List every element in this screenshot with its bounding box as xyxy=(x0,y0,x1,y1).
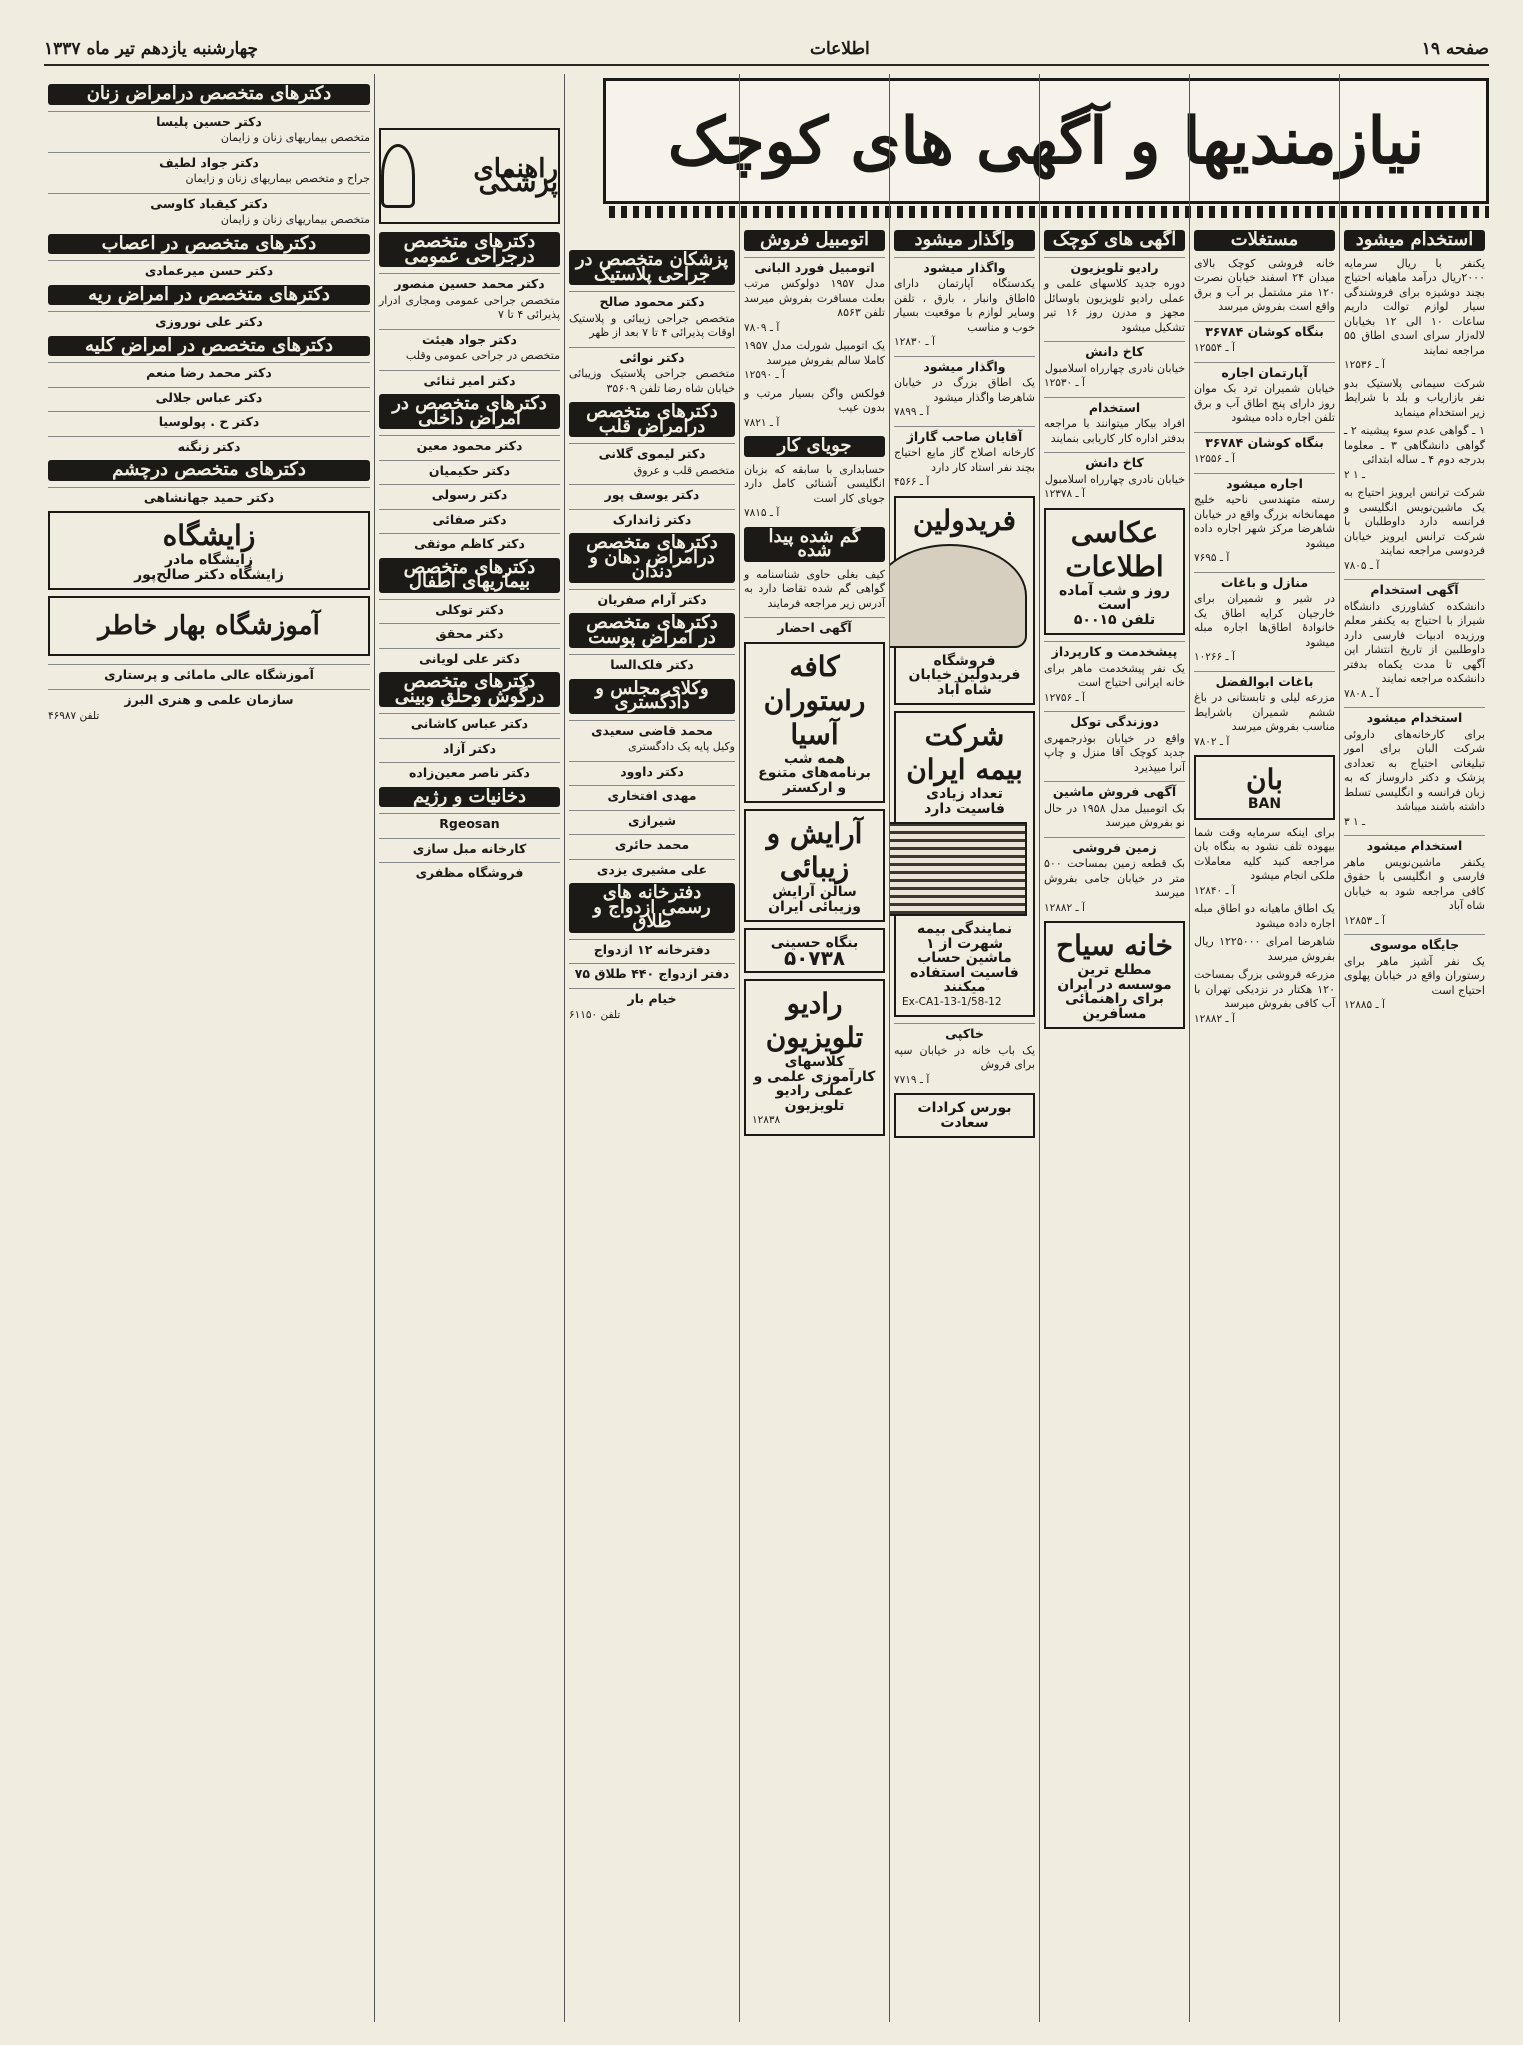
doctor-name: دکتر عباس جلالی xyxy=(48,387,370,406)
ad-item: مدل ۱۹۵۷ دولوکس مرتب بعلت مسافرت بفروش میرسد تلفن ۸۵۶۳ آ ـ ۷۸۰۹ xyxy=(744,277,885,334)
beauty-ad: آرایش و زیبائی سالن آرایش وزیبائی ایران xyxy=(744,809,885,922)
ad-subhead: منازل و باغات xyxy=(1194,572,1335,591)
shop-name: فروشگاه مظفری xyxy=(379,862,560,881)
ad-item: حسابداری با سابقه که بزبان انگلیسی آشنائی کامل دارد جویای کار است آ ـ ۷۸۱۵ xyxy=(744,462,885,519)
radio-tv-ad: رادیو تلویزیون کلاسهای کارآموزی علمی و عملی رادیو تلویزیون ۱۲۸۳۸ xyxy=(744,979,885,1136)
ad-subhead: واگذار میشود xyxy=(894,257,1035,276)
ad-item: برای کارخانه‌های داروئی شرکت البان برای امور تبلیغاتی احتیاج به تعدادی پزشک و دکتر داروساز که به زبان فرانسه و انگلیسی تسلط داشته باشند میباشد ۳ ـ ۱ xyxy=(1344,727,1485,828)
lawyer-name: شیرازی xyxy=(569,810,735,829)
section-head: واگذار میشود xyxy=(894,230,1035,251)
section-head: مستغلات xyxy=(1194,230,1335,251)
issue-date: چهارشنبه یازدهم تیر ماه ۱۳۳۷ xyxy=(44,39,258,59)
shop-name: کارخانه مبل سازی xyxy=(379,838,560,857)
ad-item: ۱ ـ گواهی عدم سوء پیشینه ۲ ـ گواهی دانشگاهی ۳ ـ معلوما بدرجه دوم ۴ ـ ساله ابتدائی ۲ ـ ۱ xyxy=(1344,424,1485,481)
ad-subhead: اجاره میشود xyxy=(1194,473,1335,492)
section-head: اتومبیل فروش xyxy=(744,230,885,251)
doctor-name: دکتر آرام صفریان xyxy=(569,589,735,608)
ad-subhead: دوزندگی توکل xyxy=(1044,711,1185,730)
ad-subhead: باغات ابوالفضل xyxy=(1194,671,1335,690)
section-head: جویای کار xyxy=(744,436,885,457)
ad-item: کارخانه اصلاح گاز مایع احتیاج بچند نفر استاد کار دارد آ ـ ۴۵۶۶ xyxy=(894,446,1035,488)
ad-subhead: اتومبیل فورد البانی xyxy=(744,257,885,276)
ad-item: متخصص جراحی پلاستیک وزیبائی خیابان شاه رضا تلفن ۳۵۶۰۹ xyxy=(569,367,735,395)
doctor-name: دکتر محمود معین xyxy=(379,435,560,454)
column-auto-sales xyxy=(739,74,889,2022)
ad-item: شاهرضا امرای ۱۲۲۵۰۰۰ ریال بفروش میرسد xyxy=(1194,935,1335,963)
school-name: آموزشگاه عالی مامائی و پرستاری xyxy=(48,664,370,683)
section-head: دکترهای متخصص در امراض پوست xyxy=(569,613,735,648)
doctor-name: دکتر محقق xyxy=(379,623,560,642)
section-head: وکلای مجلس و دادگستری xyxy=(569,679,735,714)
ad-item: یکنفر ماشین‌نویس ماهر فارسی و انگلیسی با حقوق کافی مراجعه شود به خیابان شاه آباد آ ـ ۱۲۸۵۳ xyxy=(1344,855,1485,927)
section-head: دفترخانه های رسمی ازدواج و طلاق xyxy=(569,883,735,933)
ad-item: برای اینکه سرمایه وقت شما بیهوده تلف نشود به بنگاه بان مراجعه کنید کلیه معاملات ملکی انجام میشود آ ـ ۱۲۸۴۰ xyxy=(1194,825,1335,897)
ad-item: متخصص بیماریهای زنان و زایمان xyxy=(220,213,370,226)
bahar-khater-banner: آموزشگاه بهار خاطر xyxy=(48,596,370,656)
hosseini-agency-ad: بنگاه حسینی ۵۰۷۳۸ xyxy=(744,928,885,973)
doctor-name: دکتر صفائی xyxy=(379,509,560,528)
office-name: دفتر ازدواج ۴۴۰ طلاق ۷۵ xyxy=(569,963,735,982)
lawyer-name: علی مشیری یزدی xyxy=(569,859,735,878)
column-real-estate xyxy=(1189,74,1339,2022)
ad-item: دوره جدید کلاسهای علمی و عملی رادیو تلویزیون باوسائل مجهز و مدرن روز ۱۶ تیر تشکیل میشود کاخ دانش خیابان نادری چهارراه اسلامبول آ ـ ۱۲۵۳۰ xyxy=(1044,277,1185,389)
doctor-name: دکتر جواد لطیف xyxy=(48,152,370,171)
doctor-name: دکتر لیموی گلانی xyxy=(569,443,735,462)
column-doctors-c xyxy=(44,74,374,2022)
lawyer-name: دکتر داوود xyxy=(569,761,735,780)
office-name: دفترخانه ۱۲ ازدواج xyxy=(569,939,735,958)
ad-item: شرکت ترانس ایرویز احتیاج به یک ماشین‌نویس انگلیسی و فرانسه دارد داوطلبان با شرکت ترانس ایرویز خیابان فردوسی مراجعه نمایند آ ـ ۷۸۰۵ xyxy=(1344,486,1485,572)
ad-item: جراح و متخصص بیماریهای زنان و زایمان xyxy=(185,172,370,185)
doctor-name: دکتر رسولی xyxy=(379,484,560,503)
doctor-name: دکتر حسن میرعمادی xyxy=(48,260,370,279)
doctor-name: دکتر کیقباد کاوسی xyxy=(48,193,370,212)
section-head: پزشکان متخصص در جراحی پلاستیک xyxy=(569,250,735,285)
doctor-name: دکتر فلک‌السا xyxy=(569,654,735,673)
column-transfers xyxy=(889,74,1039,2022)
ad-item: بک قطعه زمین بمساحت ۵۰۰ متر در خیابان جامی بفروش میرسد آ ـ ۱۲۸۸۲ xyxy=(1044,857,1185,914)
ad-subhead: آگهی فروش ماشین xyxy=(1044,781,1185,800)
cafe-ad: کافه رستوران آسیا همه شب برنامه‌های متنوع و ارکستر xyxy=(744,642,885,804)
doctor-name: دکتر جواد هیئت xyxy=(379,329,560,348)
ad-item: یک نفر آشپز ماهر برای رستوران واقع در خیابان پهلوی احتیاج است آ ـ ۱۲۸۸۵ xyxy=(1344,954,1485,1011)
ad-item: خانه فروشی کوچک بالای میدان ۲۴ اسفند خیابان نصرت ۱۲۰ متر مشتمل بر آب و برق واقع است بفروش میرسد بنگاه کوشان ۳۶۷۸۴ آ ـ ۱۲۵۵۴ xyxy=(1194,256,1335,354)
section-head: دکترهای متخصص در امراض داخلی xyxy=(379,394,560,429)
ad-item: در شیر و شمیران برای خارجیان کرایه اطاق یک خانوادهٔ اطاق‌ها اجاره مبله میشود آ ـ ۱۰۲۶۶ xyxy=(1194,592,1335,663)
doctor-name: دکتر محمود صالح xyxy=(569,291,735,310)
ad-item: یک اطاق بزرگ در خیابان شاهرضا واگذار میشود آ ـ ۷۸۹۹ xyxy=(894,376,1035,418)
ad-item: بک اتومبیل مدل ۱۹۵۸ در حال نو بفروش میرسد xyxy=(1044,801,1186,829)
ad-subhead: استخدام میشود xyxy=(1344,707,1485,726)
running-header xyxy=(44,34,1489,66)
calculator-image xyxy=(889,822,1027,916)
section-head: گم شده پیدا شده xyxy=(744,527,885,562)
ad-subhead: رادیو تلویزیون xyxy=(1044,257,1185,276)
ad-item: رسته متهندسی ناحیه خلیج مهمانخانه بزرگ واقع در خیابان شاهرضا مرکز شهر اجاره داده میشود آ ـ ۷۶۹۵ xyxy=(1194,493,1335,564)
ad-item: یک اتومبیل شورلت مدل ۱۹۵۷ کاملا سالم بفروش میرسد آ ـ ۱۲۵۹۰ xyxy=(744,339,885,381)
ad-item: یک اطاق ماهیانه دو اطاق مبله اجاره داده میشود xyxy=(1194,902,1335,930)
ad-subhead: آگهی استخدام xyxy=(1344,579,1485,598)
ad-item: متخصص در جراحی عمومی وقلب xyxy=(405,349,560,362)
fridolin-ad: فریدولین فروشگاه فریدولین خیابان شاه آباد xyxy=(894,496,1035,706)
doctor-name: دکتر حسین پلیسا xyxy=(48,111,370,130)
doctor-name: دکتر علی لویانی xyxy=(379,648,560,667)
ad-subhead: خاکپی xyxy=(894,1023,1035,1042)
pressure-cooker-image xyxy=(889,544,1027,648)
bourse-ad: بورس کرادات سعادت xyxy=(894,1093,1035,1138)
section-head: دکترهای متخصص بیماریهای اطفال xyxy=(379,558,560,593)
ad-item: فولکس واگن بسیار مرتب و بدون عیب آ ـ ۷۸۲۱ xyxy=(744,386,885,429)
ad-item: مزرعه لیلی و تابستانی در باغ ششم شمیران باشرایط مناسب بفروش میرسد آ ـ ۷۸۰۲ xyxy=(1194,691,1335,748)
section-head: دخانیات و رژیم xyxy=(379,787,560,808)
ad-subhead: استخدام میشود xyxy=(1344,835,1485,854)
doctor-name: دکتر عباس کاشانی xyxy=(379,713,560,732)
ad-item: یک باب خانه در خیابان سپه برای فروش آ ـ ۷۷۱۹ xyxy=(894,1043,1035,1086)
ad-item: یکدستگاه آپارتمان دارای ۵اطاق وانبار ، بارق ، تلفن وسایر لوازم با موقعیت بسیار خوب و مناسب آ ـ ۱۲۸۳۰ xyxy=(894,277,1035,348)
doctor-name: دکتر علی نوروزی xyxy=(48,311,370,330)
section-head: دکترهای متخصص درامراض دهان و دندان xyxy=(569,533,735,583)
caduceus-icon xyxy=(381,144,415,208)
ad-item: کیف بغلی حاوی شناسنامه و گواهی گم شده تقاضا دارد به آدرس زیر مراجعه فرمایند xyxy=(744,567,885,610)
section-head: دکترهای متخصص در اعصاب xyxy=(48,234,370,255)
doctor-name: دکتر حکیمیان xyxy=(379,460,560,479)
khane-sayah-ad: خانه سیاح مطلع ترین موسسه در ایران برای راهنمائی مسافرین xyxy=(1044,921,1185,1029)
column-employment xyxy=(1339,74,1489,2022)
column-doctors-b xyxy=(374,74,564,2022)
column-small-ads xyxy=(1039,74,1189,2022)
doctor-name: دکتر محمد رضا منعم xyxy=(48,362,370,381)
office-name: خیام بار xyxy=(569,988,735,1007)
section-head: استخدام میشود xyxy=(1344,230,1485,251)
doctor-name: دکتر ح . پولوسیا xyxy=(48,411,370,430)
doctor-name: دکتر ناصر معین‌زاده xyxy=(379,762,560,781)
ad-item: واقع در خیابان بوذرجمهری جدید کوچک آقا منزل و چاپ آنرا میپذیرد xyxy=(1044,731,1185,774)
doctor-name: دکتر یوسف پور xyxy=(569,484,735,503)
ad-item: مزرعه فروشی بزرگ بمساحت ۱۲۰ هکتار در نزدیکی تهران با آب کافی بفروش میرسد آ ـ ۱۲۸۸۲ xyxy=(1194,968,1335,1025)
doctor-name: دکتر آزاد xyxy=(379,738,560,757)
product-name: Rgeosan xyxy=(379,813,560,832)
ad-item: دانشکده کشاورزی دانشگاه شیراز با احتیاج به یکنفر معلم ورزیده ادبیات فارسی دارد داوطلبین از تاریخ انتشار این آگهی تا مدت یکماه بدفتر دانشکده مراجعه نمایند آ ـ ۷۸۰۸ xyxy=(1344,599,1485,700)
ad-item: یکنفر با ریال سرمایه ۲۰۰۰ریال درآمد ماهیانه احتیاج بچند دوشیزه برای فروشندگی سیار لوازم توالت داریم ساعات ۱۰ الی ۱۲ بخیابان لاله‌زار سرای اسدی اطاق ۵۵ مراجعه نمایند آ ـ ۱۲۵۳۶ xyxy=(1344,256,1485,371)
doctor-name: دکتر محمد حسین منصور xyxy=(379,273,560,292)
page-number: صفحه ۱۹ xyxy=(1421,39,1489,59)
section-head: دکترهای متخصص در امراض کلیه xyxy=(48,336,370,357)
newspaper-page xyxy=(44,34,1489,2024)
medical-guide-banner: راهنمای پزشکی xyxy=(379,128,560,224)
columns xyxy=(44,74,1489,2022)
lawyer-name: محمد حائری xyxy=(569,834,735,853)
org-name: سازمان علمی و هنری البرز xyxy=(48,689,370,708)
doctor-name: دکتر زنگنه xyxy=(48,436,370,455)
doctor-name: دکتر توکلی xyxy=(379,599,560,618)
ad-subhead: آگهی احضار xyxy=(744,617,885,636)
ad-subhead: جایگاه موسوی xyxy=(1344,934,1485,953)
doctor-name: دکتر حمید جهانشاهی xyxy=(48,487,370,506)
ad-item: خیابان شمیران ترد بک موان روز دارای پنج اطاق آب و برق تلفن اجاره داده میشود بنگاه کوشان ۳۶۷۸۴ آ ـ ۱۲۵۵۶ xyxy=(1194,382,1335,465)
section-head: دکترهای متخصص درجراحی عمومی xyxy=(379,232,560,267)
section-head: دکترهای متخصص درگوش وحلق وبینی xyxy=(379,672,560,707)
ad-subhead: آقایان صاحب گاراژ xyxy=(894,426,1035,445)
ad-subhead: استخدام xyxy=(1044,397,1185,416)
phone: تلفن ۴۶۹۸۷ xyxy=(48,710,100,722)
section-head: دکترهای متخصص درامراض زنان xyxy=(48,84,370,105)
doctor-name: دکتر ژاندارک xyxy=(569,509,735,528)
section-head: آگهی های کوچک xyxy=(1044,230,1185,251)
doctor-name: دکتر نوائی xyxy=(569,347,735,366)
doctor-name: دکتر کاظم موثقی xyxy=(379,533,560,552)
ad-item: متخصص جراحی عمومی ومجاری ادرار پذیرائی ۴ تا ۷ xyxy=(379,293,560,321)
insurance-ad: شرکت بیمه ایران تعداد زیادی فاسیت دارد نمایندگی بیمه شهرت از ۱ ماشین حساب فاسیت استفاده میکنند Ex-CA1-13-1/58-12 xyxy=(894,711,1035,1017)
phone: تلفن ۶۱۱۵۰ xyxy=(569,1009,621,1021)
maternity-box: زایشگاه زایشگاه مادر زایشگاه دکتر صالح‌پور xyxy=(48,511,370,590)
section-head: دکترهای متخصص درامراض قلب xyxy=(569,402,735,437)
ad-item: متخصص بیماریهای زنان و زایمان xyxy=(220,131,370,144)
section-head: دکترهای متخصص در امراض ریه xyxy=(48,285,370,306)
ad-subhead: آپارتمان اجاره xyxy=(1194,362,1335,381)
column-doctors-a xyxy=(564,74,739,2022)
lawyer-name: محمد قاضی سعیدی xyxy=(569,720,735,739)
ad-item: متخصص قلب و عروق xyxy=(633,463,735,477)
ad-item: یک نفر پیشخدمت ماهر برای خانه ایرانی احتیاج است آ ـ ۱۲۷۵۶ xyxy=(1044,661,1185,704)
ad-item: افراد بیکار میتوانند با مراجعه بدفتر اداره کار کاریابی بنمایند کاخ دانش خیابان نادری چهارراه اسلامبول آ ـ ۱۲۳۷۸ xyxy=(1044,417,1185,500)
lawyer-name: مهدی افتخاری xyxy=(569,785,735,804)
ad-item: متخصص جراحی زیبائی و پلاستیک اوقات پذیرائی ۴ تا ۷ بعد از ظهر xyxy=(569,311,735,339)
ad-subhead: واگذار میشود xyxy=(894,356,1035,375)
photo-studio-ad: عکاسی اطلاعات روز و شب آماده است تلفن ۵۰۰۱۵ xyxy=(1044,508,1185,636)
paper-name: اطلاعات xyxy=(809,39,870,59)
ad-subhead: پیشخدمت و کارپرداز xyxy=(1044,641,1185,660)
ad-subhead: زمین فروشی xyxy=(1044,837,1185,856)
ban-agency-ad: بان BAN xyxy=(1194,755,1335,820)
section-head: دکترهای متخصص درچشم xyxy=(48,460,370,481)
ad-item: شرکت سیمانی پلاستیک بدو نفر بازاریاب و بلد با شرایط زیر استخدام مینماید xyxy=(1344,376,1485,419)
doctor-name: دکتر امیر ثنائی xyxy=(379,370,560,389)
ad-item: وکیل پایه یک دادگستری xyxy=(628,740,735,753)
banner-title: نیازمندیها و آگهی های کوچک xyxy=(667,103,1425,179)
